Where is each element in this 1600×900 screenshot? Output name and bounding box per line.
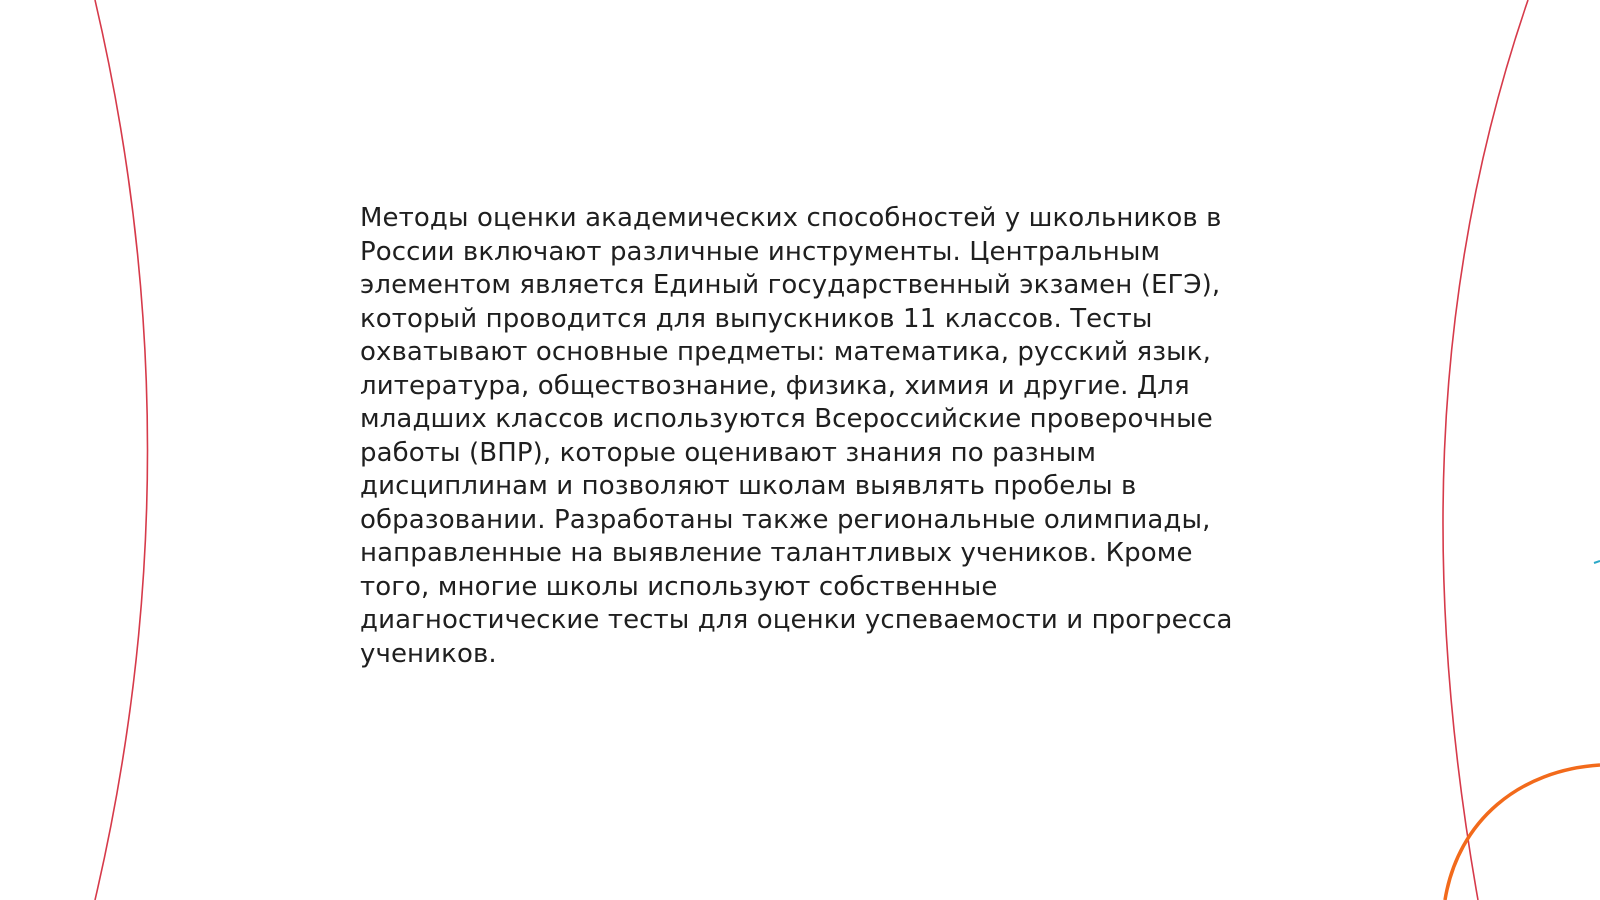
left-curve [95, 0, 148, 900]
right-curve [1443, 0, 1528, 900]
teal-mark [1594, 561, 1600, 563]
body-paragraph: Методы оценки академических способностей у школьников в России включают различные инструменты. Центральным элементом является Единый государственный экзамен (ЕГЭ), который проводится для выпускников 11 классов. Тесты охватывают основные предметы: математика, русский язык, литература, обществознание, физика, химия и другие. Для младших классов используются Всероссийские проверочные работы (ВПР), которые оценивают знания по разным дисциплинам и позволяют школам выявлять пробелы в образовании. Разработаны также региональные олимпиады, направленные на выявление талантливых учеников. Кроме того, многие школы используют собственные диагностические тесты для оценки успеваемости и прогресса учеников. [360, 203, 1233, 669]
orange-arc [1445, 765, 1600, 900]
